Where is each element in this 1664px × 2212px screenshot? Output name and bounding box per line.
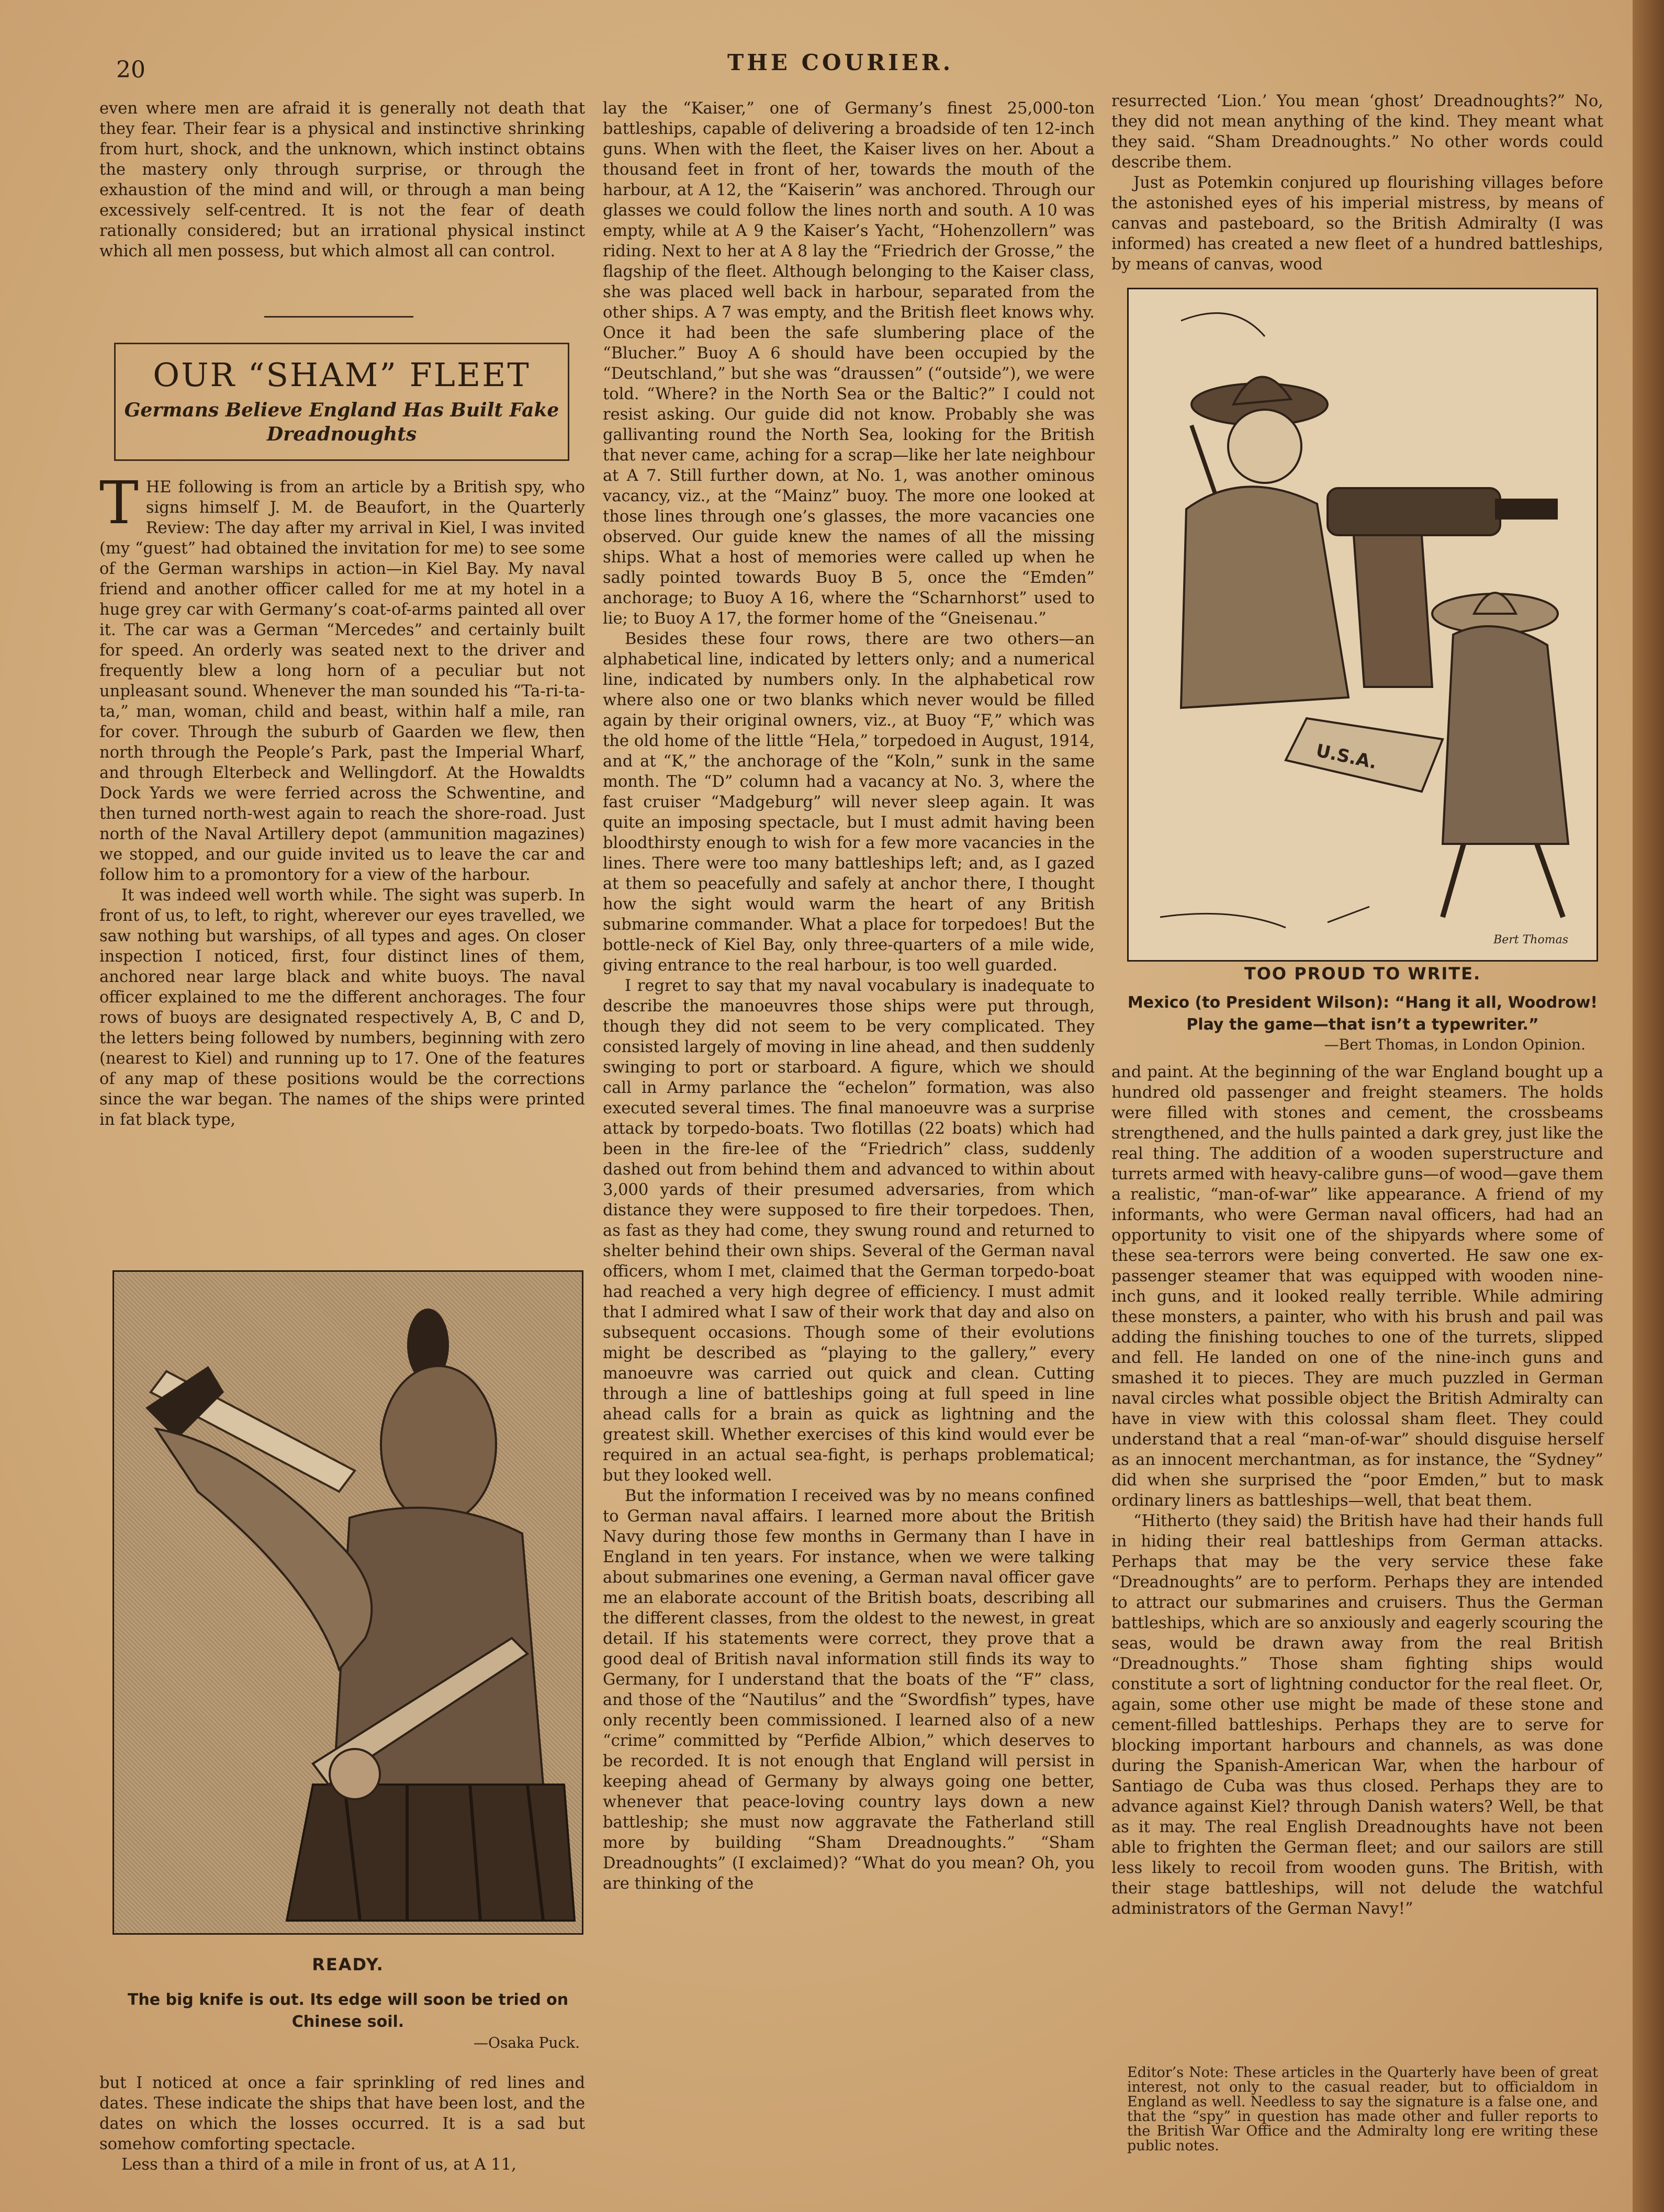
article-paragraph: and paint. At the beginning of the war England bought up a hundred old passenger and freight steamers. The holds were filled with stones and cement, the crossbeams strengthened, and the hulls painted a dark grey, just like the real thing. The addition of a wooden superstructure and turrets armed with heavy-calibre guns—of wood—gave them a realistic, “man-of-war” like appearance. A friend of my informants, who were German naval officers, had had an opportunity to visit one of the shipyards where some of these sea-terrors were being converted. He saw one ex-passenger steamer that was equipped with wooden nine-inch guns, and it looked really terrible. While admiring these monsters, a painter, who with his brush and pail was adding the finishing touches to one of the turrets, slipped and fell. He landed on one of the nine-inch guns and smashed it to pieces. They are much puzzled in German naval circles what possible object the British Admiralty can have in view with this colossal sham fleet. They could understand that a real “man-of-war” should disguise herself as an innocent merchantman, as for instance, the “Sydney” did when she surprised the “poor Emden,” but to mask ordinary liners as battleships—well, that beat them.	[1111, 1063, 1603, 1510]
binding-edge	[1633, 0, 1664, 2212]
article-paragraph: But the information I received was by no means confined to German naval affairs. I learned more about the British Navy during those few months in Germany than I have in England in ten years. For instance, when we were talking about submarines one evening, a German naval officer gave me an elaborate account of the British boats, describing all the different classes, from the oldest to the newest, in great detail. If his statements were correct, they prove that a good deal of British naval information still finds its way to Germany, for I understand that the boats of the “F” class, and those of the “Nautilus” and the “Swordfish” types, have only recently been commissioned. I learned also of a new “crime” committed by “Perfide Albion,” which deserves to be recorded. It is not enough that England will persist in keeping ahead of Germany by always going one better, whenever that peace-loving country lays down a new battleship; she must now aggravate the Fatherland still more by building “Sham Dreadnoughts.” “Sham Dreadnoughts” (I exclaimed)? “What do you mean? Oh, you are thinking of the	[603, 1487, 1095, 1893]
column3-article	[1111, 1062, 1603, 1919]
samurai-illustration	[113, 1270, 583, 1935]
samurai-caption-credit: —Osaka Puck.	[474, 2034, 580, 2051]
cartoon-caption-credit: —Bert Thomas, in London Opinion.	[1324, 1036, 1586, 1053]
samurai-caption-title: READY.	[312, 1955, 384, 1974]
cartoon-caption-block	[1127, 964, 1598, 1036]
editors-note: Editor’s Note: These articles in the Quarterly have been of great interest, not only to the casual reader, but to officialdom in England as well. Needless to say the signature is a false one, and that the “spy” in question has made other and fuller reports to the British War Office and the Admiralty long ere writing these public notes.	[1127, 2064, 1598, 2154]
article-paragraph: Less than a third of a mile in front of us, at A 11,	[121, 2155, 516, 2174]
cartoon-illustration	[1127, 288, 1598, 962]
article-paragraph: I regret to say that my naval vocabulary is inadequate to describe the manoeuvres those ships were put through, though they did not seem to be very complicated. They consisted largely of moving in line ahead, and then suddenly swinging to port or starboard. A figure, which we should call in Army parlance the “echelon” formation, was also executed several times. The final manoeuvre was a surprise attack by torpedo-boats. Two flotillas (22 boats) which had been in the fire-lee of the “Friedrich” class, suddenly dashed out from behind them and advanced to within about 3,000 yards of their presumed adversaries, from which distance they were supposed to fire their torpedoes. Then, as fast as they had come, they swung round and returned to shelter behind their own ships. Several of the German naval officers, whom I met, claimed that the German torpedo-boat had reached a very high degree of efficiency. I must admit that I admired what I saw of their work that day and also on subsequent occasions. Though some of their evolutions might be described as “playing to the gallery,” every manoeuvre was carried out quick and clean. Cutting through a line of battleships going at full speed in line ahead calls for a brain as quick as lightning and the greatest skill. Whether exercises of this kind would ever be required in an actual sea-fight, is perhaps problematical; but they looked well.	[603, 977, 1095, 1485]
article-lead-paragraph	[99, 477, 585, 885]
page-number: 20	[116, 57, 145, 83]
intro-paragraph: even where men are afraid it is generally not death that they fear. Their fear is a physical and instinctive shrinking from hurt, shock, and the unknown, which instinct obtains the mastery only through surprise, or through the exhaustion of the mind and will, or through a man being excessively self-centred. It is not the fear of death rationally considered; but an irrational physical instinct which all men possess, but which almost all can control.	[99, 99, 585, 261]
lead-text: HE following is from an article by a British spy, who signs himself J. M. de Beaufort, in the Quarterly Review: The day after my arrival in Kiel, I was invited (my “guest” had obtained the invitation for me) to see some of the German warships in action—in Kiel Bay. My naval friend and another officer called for me at my hotel in a huge grey car with Germany’s coat-of-arms painted all over it. The car was a German “Mercedes” and certainly built for speed. An orderly was seated next to the driver and frequently blew a long horn of a peculiar but not unpleasant sound. Whenever the man sounded his “Ta-ri-ta-ta,” man, woman, child and beast, within half a mile, ran for cover. Through the suburb of Gaarden we flew, then north through the People’s Park, past the Imperial Wharf, and through Elterbeck and Wellingdorf. At the Howaldts Dock Yards we were ferried across the Schwentine, and then turned north-west again to reach the shore-road. Just north of the Naval Artillery depot (ammunition magazines) we stopped, and our guide invited us to leave the car and follow him to a promontory for a view of the harbour.	[99, 478, 585, 884]
samurai-caption-block	[113, 1955, 583, 2033]
headline: OUR “SHAM” FLEET	[153, 356, 531, 394]
subheadline: Germans Believe England Has Built Fake Dreadnoughts	[124, 399, 559, 445]
column3-top	[1111, 91, 1603, 275]
headline-box	[114, 343, 569, 461]
article-paragraph: lay the “Kaiser,” one of Germany’s finest 25,000-ton battleships, capable of delivering a broadside of ten 12-inch guns. When with the fleet, the Kaiser lives on her. About a thousand feet in front of her, towards the mouth of the harbour, at A 12, the “Kaiserin” was anchored. Through our glasses we could follow the lines north and south. A 10 was empty, while at A 9 the Kaiser’s Yacht, “Hohenzollern” was riding. Next to her at A 8 lay the “Friedrich der Grosse,” the flagship of the fleet. Although belonging to the Kaiser class, she was placed well back in harbour, separated from the other ships. A 7 was empty, and the British fleet knows why. Once it had been the safe slumbering place of the “Blucher.” Buoy A 6 should have been occupied by the “Deutschland,” but she was “draussen” (“outside”), we were told. “Where? in the North Sea or the Baltic?” I could not resist asking. Our guide did not know. Probably she was gallivanting round the North Sea, looking for the British that never came, aching for a scrap—like her late neighbour at A 7. Still further down, at No. 1, was another ominous vacancy, viz., at the “Mainz” buoy. The more one looked at those lines through one’s glasses, the more vacancies one observed. Our guide knew the names of all the missing ships. What a host of memories were called up when he sadly pointed towards Buoy B 5, once the “Emden” anchorage; to Buoy A 16, where the “Scharnhorst” used to lie; to Buoy A 17, the former home of the “Gneisenau.”	[603, 99, 1095, 628]
cartoon-gun-label: U.S.A.	[1314, 740, 1379, 774]
cartoon-caption: Mexico (to President Wilson): “Hang it all, Woodrow! Play the game—that isn’t a typewriter.”	[1127, 994, 1598, 1034]
cartoon-caption-title: TOO PROUD TO WRITE.	[1244, 964, 1481, 984]
article-paragraph: Besides these four rows, there are two others—an alphabetical line, indicated by letters only; and a numerical line, indicated by numbers only. In the alphabetical row where also one or two blanks which never would be filled again by their original owners, viz., at Buoy “F,” which was the old home of the little “Hela,” torpedoed in August, 1914, and at “K,” the anchorage of the “Koln,” sunk in the same month. The “D” column had a vacancy at No. 3, where the fast cruiser “Madgeburg” will never sleep again. It was quite an imposing spectacle, but I must admit having been bloodthirsty enough to wish for a few more vacancies in the lines. There were too many battleships left; and, as I gazed at them so peacefully and safely at anchor there, I thought how the sight would warm the heart of any British submarine commander. What a place for torpedoes! But the bottle-neck of Kiel Bay, only three-quarters of a mile wide, giving entrance to the real harbour, is too well guarded.	[603, 630, 1095, 975]
cartoon-signature: Bert Thomas	[1493, 933, 1568, 946]
article-paragraph: resurrected ‘Lion.’ You mean ‘ghost’ Dreadnoughts?” No, they did not mean anything of the kind. They meant what they said. “Sham Dreadnoughts.” No other words could describe them.	[1111, 92, 1603, 172]
column2-article	[603, 98, 1095, 2191]
column1-intro	[99, 98, 585, 262]
drop-cap: T	[99, 477, 139, 537]
article-paragraph: It was indeed well worth while. The sight was superb. In front of us, to left, to right, wherever our eyes travelled, we saw nothing but warships, of all types and ages. On closer inspection I noticed, first, four distinct lines of them, anchored near large black and white buoys. The naval officer explained to me the different anchorages. The four rows of buoys are designated respectively A, B, C and D, the letters being followed by numbers, beginning with zero (nearest to Kiel) and running up to 17. One of the features of any map of these positions would be the corrections since the war began. The names of the ships were printed in fat black type,	[99, 886, 585, 1129]
samurai-drawing	[114, 1272, 582, 1933]
samurai-caption: The big knife is out. Its edge will soon be tried on Chinese soil.	[127, 1991, 569, 2031]
article-paragraph: but I noticed at once a fair sprinkling of red lines and dates. These indicate the ships that have been lost, and the dates on which the losses occurred. It is a sad but somehow comforting spectacle.	[99, 2074, 585, 2153]
column1-continuation	[99, 2073, 585, 2175]
cartoon-drawing	[1129, 289, 1596, 960]
section-divider	[264, 316, 413, 318]
article-paragraph: “Hitherto (they said) the British have had their hands full in hiding their real battleships from German attacks. Perhaps that may be the very service these fake “Dreadnoughts” are to perform. Perhaps they are intended to attract our submarines and cruisers. Thus the German battleships, which are so anxiously and eagerly scouring the seas, would be drawn away from the real British “Dreadnoughts.” Those sham fighting ships would constitute a sort of lightning conductor for the real fleet. Or, again, some other use might be made of these stone and cement-filled battleships. Perhaps they are to serve for blocking important harbours and channels, as was done during the Spanish-American War, when the harbour of Santiago de Cuba was thus closed. Perhaps they are to advance against Kiel? through Danish waters? Well, be that as it may. The real English Dreadnoughts have not been able to frighten the German fleet; and our sailors are still less likely to recoil from wooden guns. The British, with their stage battleships, will not delude the watchful administrators of the German Navy!”	[1111, 1512, 1603, 1918]
article-paragraph: Just as Potemkin conjured up flourishing villages before the astonished eyes of his imperial mistress, by means of canvas and pasteboard, so the British Admiralty (I was informed) has created a new fleet of a hundred battleships, by means of canvas, wood	[1111, 174, 1603, 274]
column1-article	[99, 477, 585, 1242]
running-head: THE COURIER.	[727, 50, 954, 75]
